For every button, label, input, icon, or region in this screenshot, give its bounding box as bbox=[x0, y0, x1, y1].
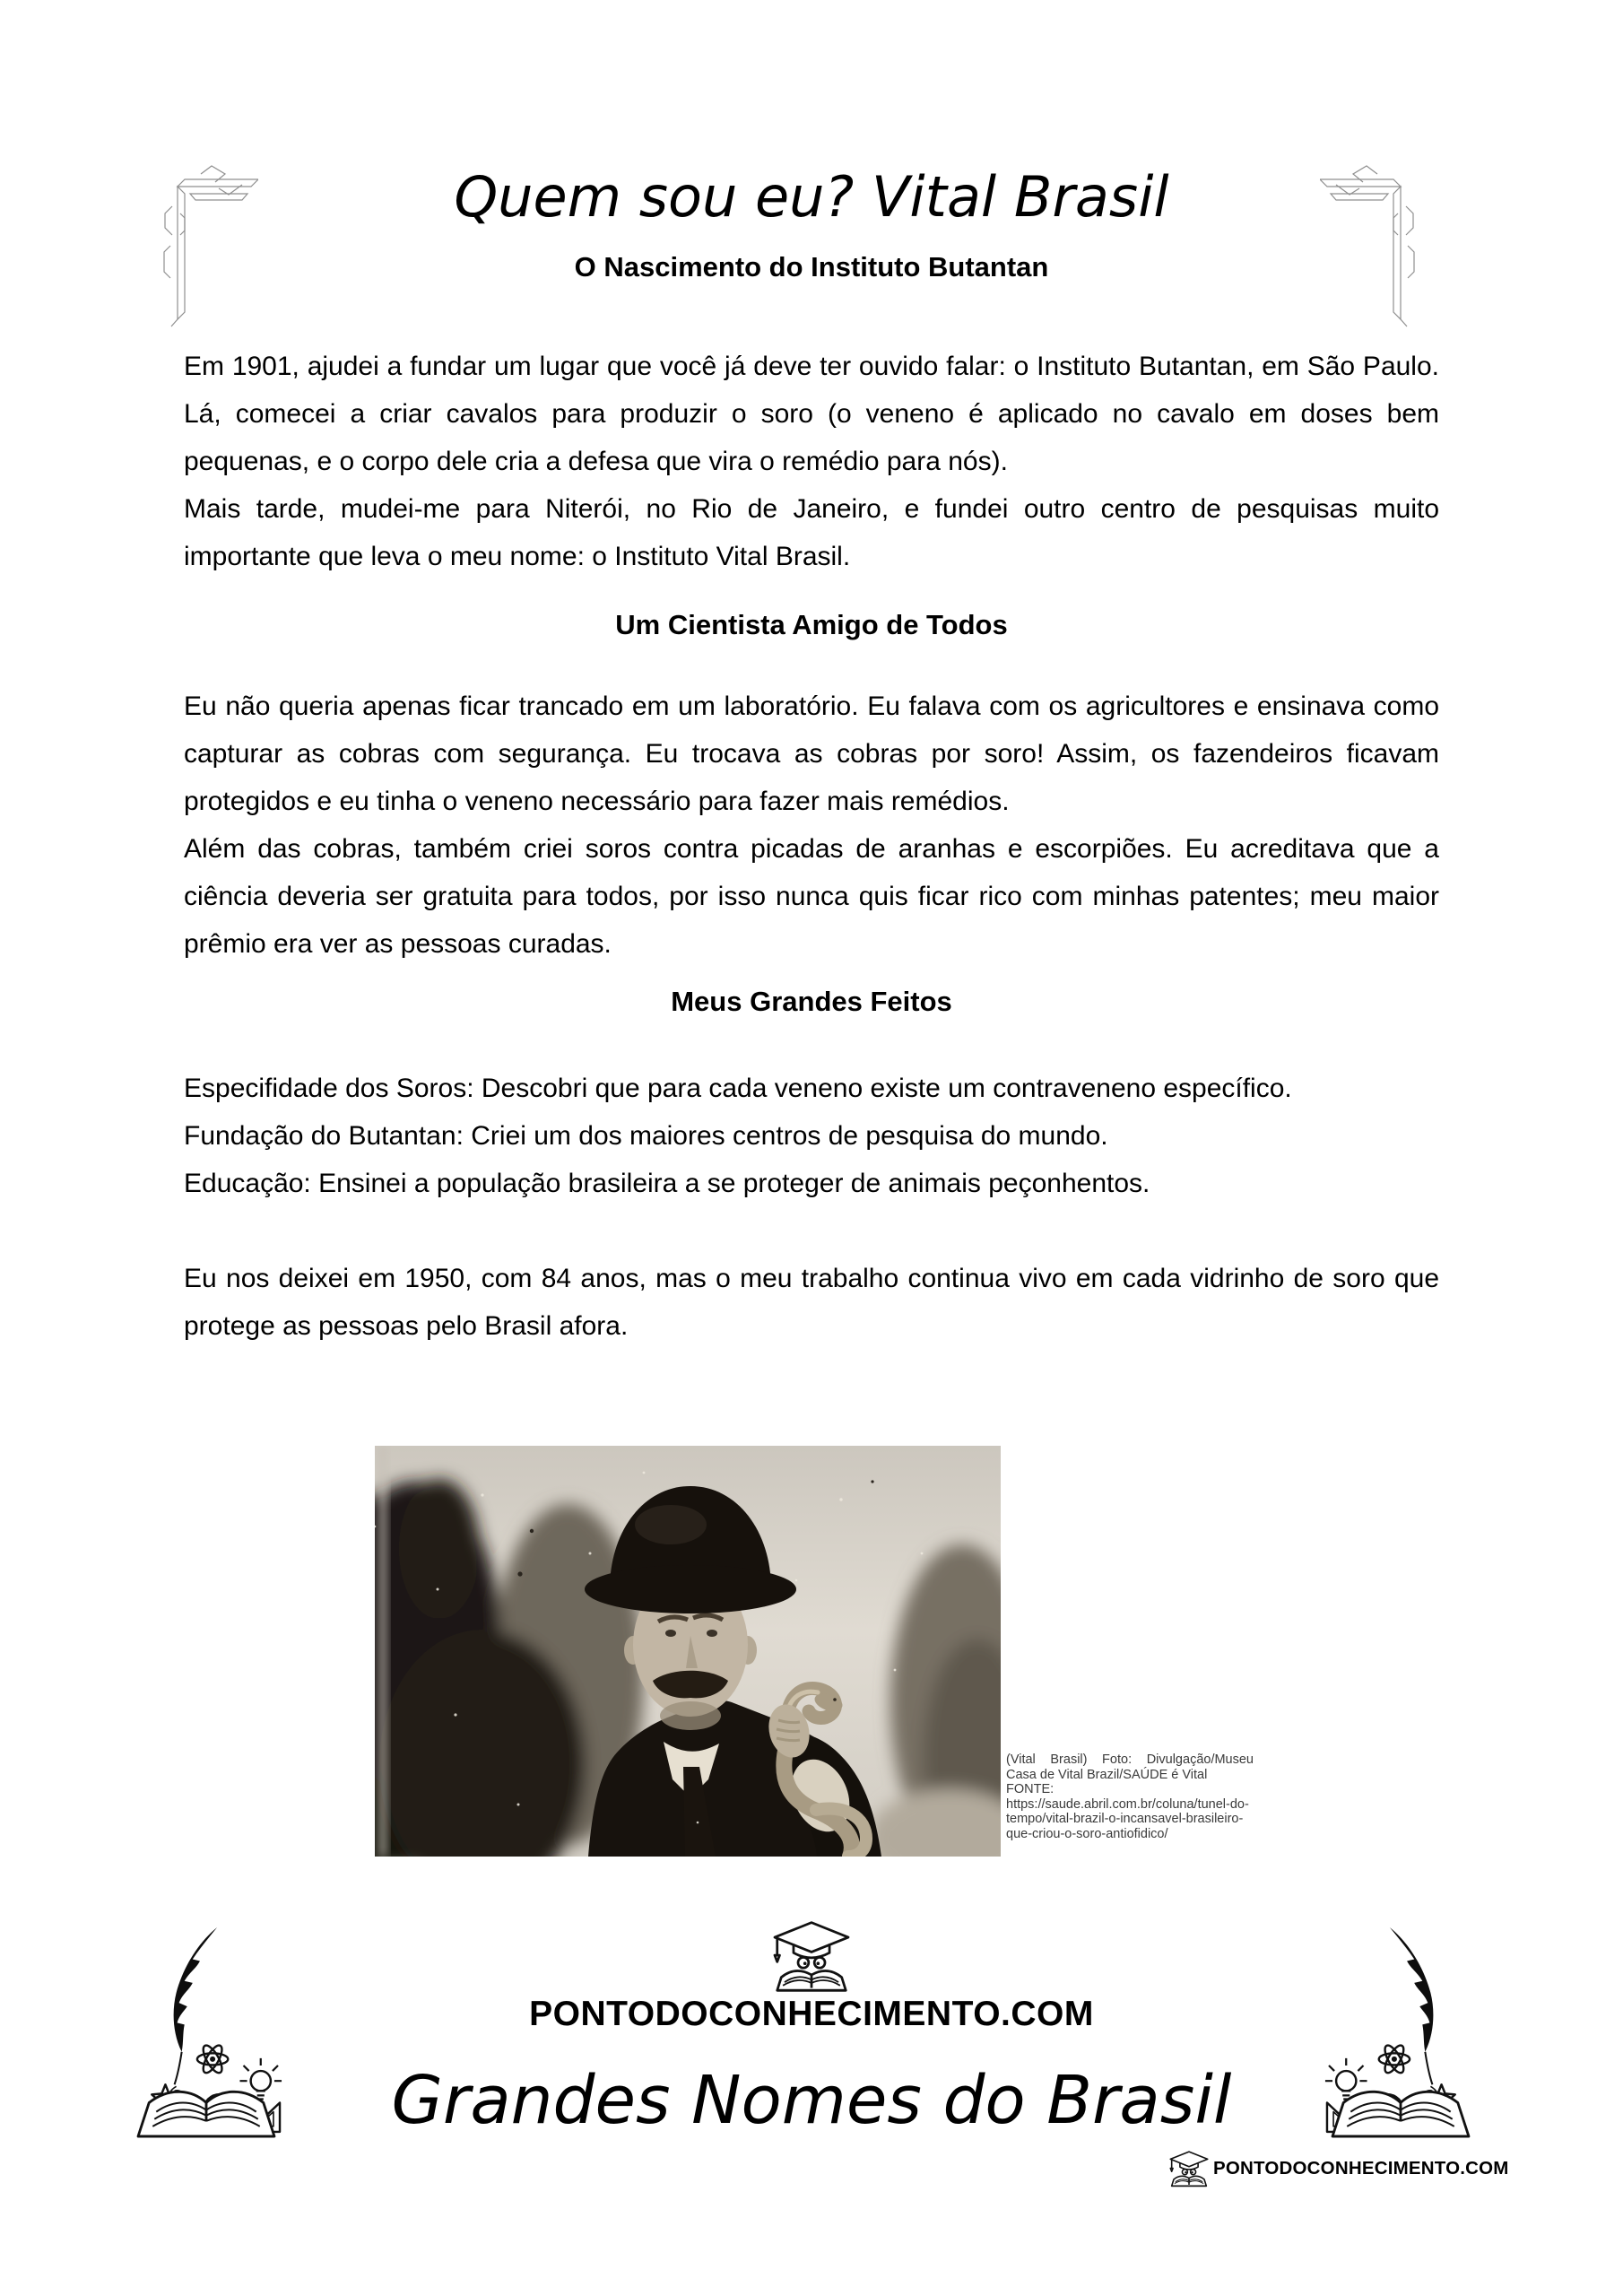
graduation-student-icon bbox=[770, 1919, 853, 1993]
footer-site-text: PONTODOCONHECIMENTO.COM bbox=[529, 1995, 1094, 2033]
photo-caption-source: FONTE: https://saude.abril.com.br/coluna/tunel-do-tempo/vital-brazil-o-incansavel-brasileiro-que-criou-o-soro-antiofidico/ bbox=[1006, 1782, 1249, 1841]
section-heading-nascimento: O Nascimento do Instituto Butantan bbox=[574, 251, 1049, 283]
document-body bbox=[184, 160, 1439, 1350]
photo-caption-credit: (Vital Brasil) Foto: Divulgação/Museu Casa de Vital Brazil/SAÚDE é Vital bbox=[1006, 1752, 1254, 1782]
page-title: Quem sou eu? Vital Brasil bbox=[454, 164, 1169, 230]
body-paragraph: Em 1901, ajudei a fundar um lugar que você já deve ter ouvido falar: o Instituto Butantan, em São Paulo. Lá, comecei a criar cavalos para produzir o soro (o veneno é aplicado no cavalo em doses bem pequenas, e o corpo dele cria a defesa que vira o remédio para nós). bbox=[184, 352, 1439, 476]
quill-knowledge-icon bbox=[127, 1925, 285, 2138]
quill-knowledge-icon bbox=[1322, 1925, 1480, 2138]
graduation-student-icon bbox=[1168, 2149, 1210, 2188]
body-paragraph: Fundação do Butantan: Criei um dos maiores centros de pesquisa do mundo. bbox=[184, 1121, 1108, 1151]
photo-caption bbox=[1006, 1752, 1254, 1841]
body-paragraph: Educação: Ensinei a população brasileira a se proteger de animais peçonhentos. bbox=[184, 1169, 1150, 1198]
footer-series-title: Grandes Nomes do Brasil bbox=[391, 2062, 1232, 2139]
body-paragraph: Especifidade dos Soros: Descobri que para cada veneno existe um contraveneno específico. bbox=[184, 1074, 1292, 1103]
section-heading-cientista: Um Cientista Amigo de Todos bbox=[615, 609, 1008, 640]
footer-logo bbox=[1168, 2149, 1509, 2188]
body-paragraph: Além das cobras, também criei soros contra picadas de aranhas e escorpiões. Eu acreditava que a ciência deveria ser gratuita para todos, por isso nunca quis ficar rico com minhas patentes; meu maior prêmio era ver as pessoas curadas. bbox=[184, 834, 1439, 959]
body-paragraph: Eu não queria apenas ficar trancado em um laboratório. Eu falava com os agricultores e ensinava como capturar as cobras com segurança. Eu trocava as cobras por soro! Assim, os fazendeiros ficavam protegidos e eu tinha o veneno necessário para fazer mais remédios. bbox=[184, 691, 1439, 816]
body-paragraph: Eu nos deixei em 1950, com 84 anos, mas o meu trabalho continua vivo em cada vidrinho de soro que protege as pessoas pelo Brasil afora. bbox=[184, 1264, 1439, 1341]
section-heading-feitos: Meus Grandes Feitos bbox=[671, 986, 952, 1017]
vital-brasil-photo bbox=[375, 1446, 1001, 1857]
body-paragraph: Mais tarde, mudei-me para Niterói, no Rio de Janeiro, e fundei outro centro de pesquisas muito importante que leva o meu nome: o Instituto Vital Brasil. bbox=[184, 494, 1439, 571]
footer-logo-text: PONTODOCONHECIMENTO.COM bbox=[1213, 2158, 1509, 2179]
